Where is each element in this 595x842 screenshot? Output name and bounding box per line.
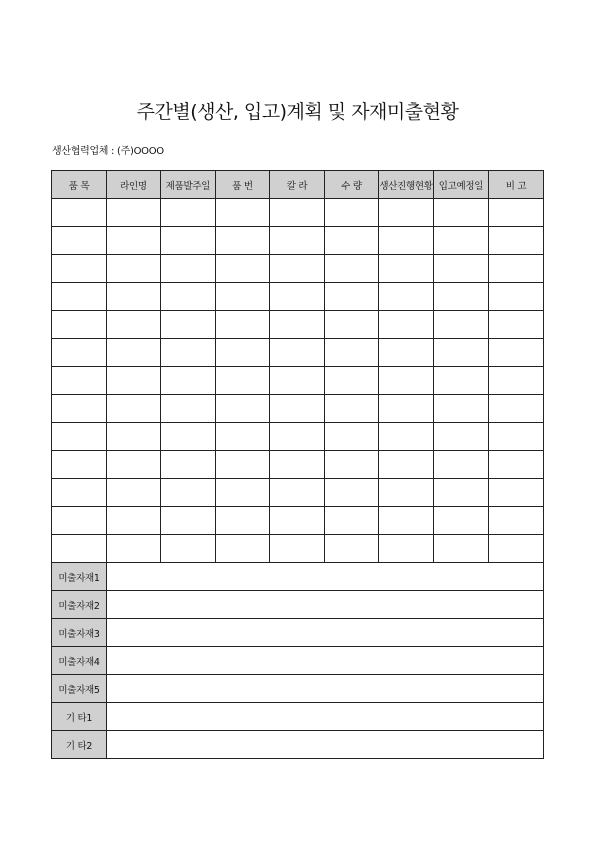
extra-row-label: 미출자재3 xyxy=(52,619,107,647)
table-cell[interactable] xyxy=(379,283,434,311)
table-cell[interactable] xyxy=(379,535,434,563)
table-cell[interactable] xyxy=(325,227,379,255)
table-cell[interactable] xyxy=(216,255,270,283)
table-cell[interactable] xyxy=(489,199,544,227)
table-cell[interactable] xyxy=(161,339,216,367)
extra-row-field[interactable] xyxy=(107,619,544,647)
table-cell[interactable] xyxy=(52,423,107,451)
table-cell[interactable] xyxy=(270,199,325,227)
extra-row-label: 미출자재4 xyxy=(52,647,107,675)
table-cell[interactable] xyxy=(379,339,434,367)
table-cell[interactable] xyxy=(325,283,379,311)
table-cell[interactable] xyxy=(270,227,325,255)
table-cell[interactable] xyxy=(270,535,325,563)
table-cell[interactable] xyxy=(161,255,216,283)
table-row xyxy=(52,311,544,339)
table-cell[interactable] xyxy=(107,479,161,507)
table-cell[interactable] xyxy=(107,339,161,367)
column-header: 라인명 xyxy=(107,171,161,199)
table-cell[interactable] xyxy=(107,283,161,311)
table-cell[interactable] xyxy=(325,395,379,423)
table-cell[interactable] xyxy=(270,255,325,283)
table-row xyxy=(52,479,544,507)
table-cell[interactable] xyxy=(270,479,325,507)
table-row xyxy=(52,507,544,535)
table-cell[interactable] xyxy=(434,507,489,535)
extra-row-label: 미출자재5 xyxy=(52,675,107,703)
table-cell[interactable] xyxy=(52,451,107,479)
extra-row xyxy=(52,647,544,675)
table-cell[interactable] xyxy=(434,423,489,451)
table-cell[interactable] xyxy=(379,395,434,423)
table-cell[interactable] xyxy=(325,451,379,479)
table-cell[interactable] xyxy=(379,451,434,479)
table-cell[interactable] xyxy=(379,367,434,395)
table-cell[interactable] xyxy=(434,199,489,227)
table-cell[interactable] xyxy=(434,367,489,395)
extra-row-field[interactable] xyxy=(107,647,544,675)
table-cell[interactable] xyxy=(52,283,107,311)
extra-row-label: 기 타1 xyxy=(52,703,107,731)
table-cell[interactable] xyxy=(161,311,216,339)
table-cell[interactable] xyxy=(489,479,544,507)
table-cell[interactable] xyxy=(107,227,161,255)
table-cell[interactable] xyxy=(489,367,544,395)
table-cell[interactable] xyxy=(379,255,434,283)
table-row xyxy=(52,255,544,283)
table-cell[interactable] xyxy=(489,339,544,367)
table-cell[interactable] xyxy=(161,423,216,451)
table-cell[interactable] xyxy=(270,423,325,451)
table-cell[interactable] xyxy=(161,367,216,395)
table-cell[interactable] xyxy=(325,423,379,451)
table-cell[interactable] xyxy=(434,535,489,563)
table-cell[interactable] xyxy=(489,451,544,479)
supplier-line xyxy=(52,142,164,157)
extra-row-label: 미출자재1 xyxy=(52,563,107,591)
table-cell[interactable] xyxy=(434,339,489,367)
table-cell[interactable] xyxy=(379,423,434,451)
extra-row xyxy=(52,731,544,759)
table-cell[interactable] xyxy=(216,311,270,339)
table-cell[interactable] xyxy=(161,199,216,227)
table-cell[interactable] xyxy=(270,311,325,339)
table-cell[interactable] xyxy=(325,479,379,507)
header-row xyxy=(52,171,544,199)
table-cell[interactable] xyxy=(52,339,107,367)
table-cell[interactable] xyxy=(270,451,325,479)
table-cell[interactable] xyxy=(216,367,270,395)
table-cell[interactable] xyxy=(489,283,544,311)
column-header: 제품발주일 xyxy=(161,171,216,199)
table-cell[interactable] xyxy=(325,311,379,339)
table-cell[interactable] xyxy=(52,395,107,423)
extra-row xyxy=(52,591,544,619)
table-row xyxy=(52,339,544,367)
table-cell[interactable] xyxy=(434,479,489,507)
table-cell[interactable] xyxy=(216,199,270,227)
extra-row-field[interactable] xyxy=(107,731,544,759)
column-header: 비 고 xyxy=(489,171,544,199)
table-cell[interactable] xyxy=(379,479,434,507)
table-cell[interactable] xyxy=(270,507,325,535)
table-cell[interactable] xyxy=(379,311,434,339)
table-cell[interactable] xyxy=(107,367,161,395)
extra-row-field[interactable] xyxy=(107,591,544,619)
table-cell[interactable] xyxy=(52,479,107,507)
table-cell[interactable] xyxy=(107,395,161,423)
table-cell[interactable] xyxy=(434,255,489,283)
supplier-label: 생산협력업체 : xyxy=(52,146,115,157)
column-header: 수 량 xyxy=(325,171,379,199)
table-cell[interactable] xyxy=(161,479,216,507)
table-cell[interactable] xyxy=(270,395,325,423)
supplier-value: (주)OOOO xyxy=(117,146,164,157)
table-cell[interactable] xyxy=(216,451,270,479)
table-cell[interactable] xyxy=(216,535,270,563)
extra-row xyxy=(52,675,544,703)
table-cell[interactable] xyxy=(325,339,379,367)
table-cell[interactable] xyxy=(489,255,544,283)
table-cell[interactable] xyxy=(161,395,216,423)
table-cell[interactable] xyxy=(216,423,270,451)
table-row xyxy=(52,395,544,423)
column-header: 생산진행현황 xyxy=(379,171,434,199)
column-header: 입고예정일 xyxy=(434,171,489,199)
extra-row-field[interactable] xyxy=(107,703,544,731)
table-cell[interactable] xyxy=(489,423,544,451)
table-cell[interactable] xyxy=(107,451,161,479)
extra-row-field[interactable] xyxy=(107,563,544,591)
table-row xyxy=(52,283,544,311)
table-cell[interactable] xyxy=(270,367,325,395)
table-cell[interactable] xyxy=(434,395,489,423)
table-cell[interactable] xyxy=(379,507,434,535)
table-cell[interactable] xyxy=(434,311,489,339)
table-cell[interactable] xyxy=(107,507,161,535)
table-cell[interactable] xyxy=(52,199,107,227)
table-row xyxy=(52,535,544,563)
table-cell[interactable] xyxy=(489,395,544,423)
column-header: 칼 라 xyxy=(270,171,325,199)
table-cell[interactable] xyxy=(489,535,544,563)
table-cell[interactable] xyxy=(52,535,107,563)
table-row xyxy=(52,451,544,479)
table-cell[interactable] xyxy=(270,339,325,367)
table-cell[interactable] xyxy=(161,451,216,479)
table-row xyxy=(52,423,544,451)
page-title: 주간별(생산, 입고)계획 및 자재미출현황 xyxy=(136,101,459,123)
column-header: 품 번 xyxy=(216,171,270,199)
table-cell[interactable] xyxy=(161,283,216,311)
table-row xyxy=(52,199,544,227)
table-cell[interactable] xyxy=(489,311,544,339)
table-cell[interactable] xyxy=(107,255,161,283)
table-cell[interactable] xyxy=(107,311,161,339)
table-cell[interactable] xyxy=(434,283,489,311)
table-cell[interactable] xyxy=(325,507,379,535)
table-cell[interactable] xyxy=(216,283,270,311)
table-cell[interactable] xyxy=(107,535,161,563)
table-cell[interactable] xyxy=(489,507,544,535)
table-cell[interactable] xyxy=(107,423,161,451)
table-cell[interactable] xyxy=(52,507,107,535)
table-cell[interactable] xyxy=(325,535,379,563)
column-header: 품 목 xyxy=(52,171,107,199)
table-cell[interactable] xyxy=(216,227,270,255)
table-cell[interactable] xyxy=(434,451,489,479)
table-cell[interactable] xyxy=(52,255,107,283)
table-cell[interactable] xyxy=(325,199,379,227)
table-cell[interactable] xyxy=(216,479,270,507)
table-cell[interactable] xyxy=(161,507,216,535)
table-cell[interactable] xyxy=(161,535,216,563)
table-cell[interactable] xyxy=(52,367,107,395)
table-cell[interactable] xyxy=(270,283,325,311)
table-cell[interactable] xyxy=(325,255,379,283)
table-cell[interactable] xyxy=(216,339,270,367)
table-cell[interactable] xyxy=(379,227,434,255)
table-cell[interactable] xyxy=(489,227,544,255)
table-cell[interactable] xyxy=(379,199,434,227)
table-cell[interactable] xyxy=(52,311,107,339)
table-row xyxy=(52,367,544,395)
table-cell[interactable] xyxy=(161,227,216,255)
table-cell[interactable] xyxy=(52,227,107,255)
table-cell[interactable] xyxy=(107,199,161,227)
extra-row-field[interactable] xyxy=(107,675,544,703)
extra-row xyxy=(52,703,544,731)
table-cell[interactable] xyxy=(216,395,270,423)
extra-row xyxy=(52,563,544,591)
table-cell[interactable] xyxy=(325,367,379,395)
table-cell[interactable] xyxy=(434,227,489,255)
extra-row xyxy=(52,619,544,647)
table-cell[interactable] xyxy=(216,507,270,535)
extra-row-label: 미출자재2 xyxy=(52,591,107,619)
extra-row-label: 기 타2 xyxy=(52,731,107,759)
table-row xyxy=(52,227,544,255)
schedule-table xyxy=(51,170,544,759)
